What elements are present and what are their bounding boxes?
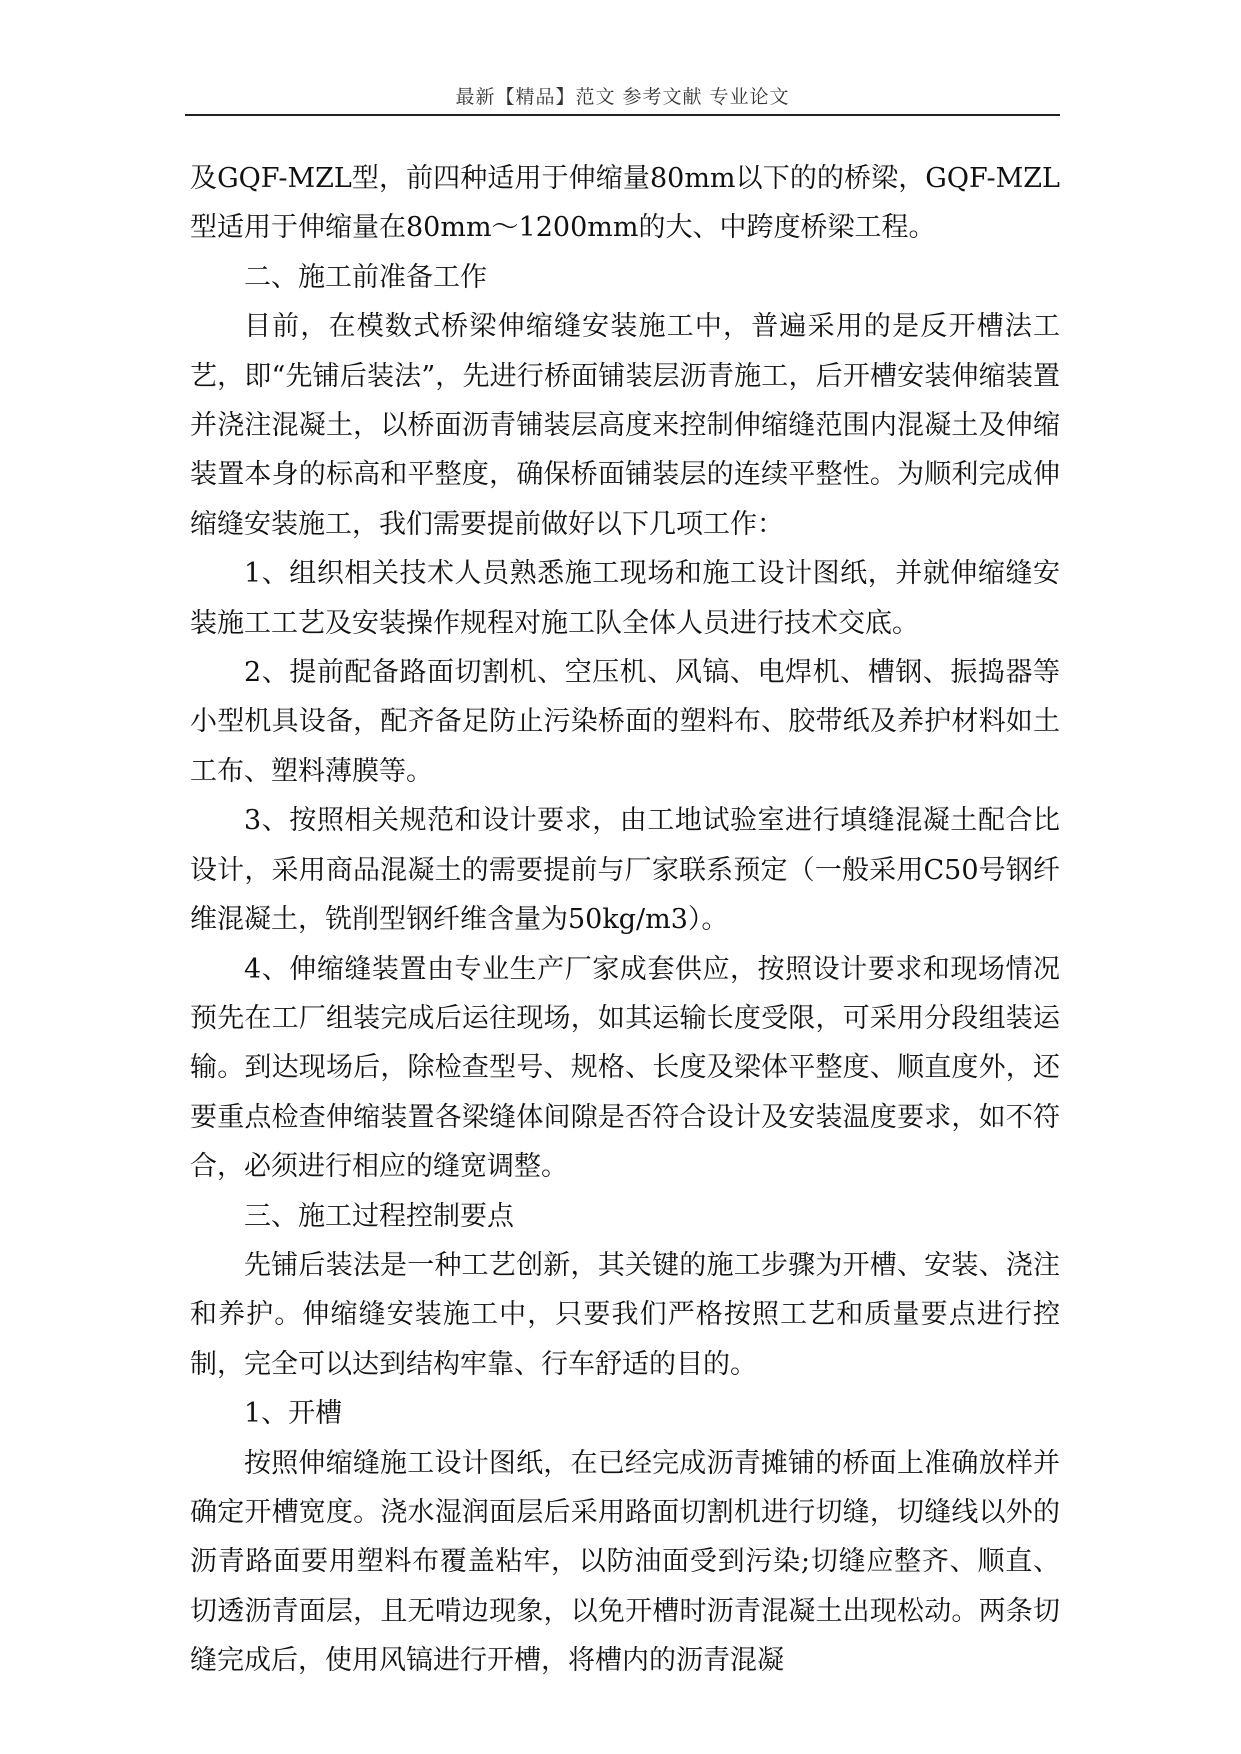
list-item-1: 1、组织相关技术人员熟悉施工现场和施工设计图纸，并就伸缩缝安装施工工艺及安装操作规程对施工队全体人员进行技术交底。: [190, 558, 1060, 639]
paragraph-continuation: 及GQF-MZL型，前四种适用于伸缩量80mm以下的的桥梁，GQF-MZL型适用于伸缩量在80mm～1200mm的大、中跨度桥梁工程。: [190, 163, 1060, 244]
paragraph-control: 先铺后装法是一种工艺创新，其关键的施工步骤为开槽、安装、浇注和养护。伸缩缝安装施工中，只要我们严格按照工艺和质量要点进行控制，完全可以达到结构牢靠、行车舒适的目的。: [190, 1249, 1060, 1380]
page-header: 最新【精品】范文 参考文献 专业论文: [455, 86, 790, 108]
header-rule: [185, 114, 1060, 116]
paragraph-grooving: 按照伸缩缝施工设计图纸，在已经完成沥青摊铺的桥面上准确放样并确定开槽宽度。浇水湿润面层后采用路面切割机进行切缝，切缝线以外的沥青路面要用塑料布覆盖粘牢，以防油面受到污染;切缝应整齐、顺直、切透沥青面层，且无啃边现象，以免开槽时沥青混凝土出现松动。两条切缝完成后，使用风镐进行开槽，将槽内的沥青混凝: [190, 1447, 1060, 1677]
list-item-2: 2、提前配备路面切割机、空压机、风镐、电焊机、槽钢、振捣器等小型机具设备，配齐备足防止污染桥面的塑料布、胶带纸及养护材料如土工布、塑料薄膜等。: [190, 657, 1060, 787]
section-heading-control: 三、施工过程控制要点: [244, 1200, 514, 1232]
list-item-3: 3、按照相关规范和设计要求，由工地试验室进行填缝混凝土配合比设计，采用商品混凝土的需要提前与厂家联系预定（一般采用C50号钢纤维混凝土，铣削型钢纤维含量为50kg/m3）。: [190, 805, 1060, 936]
document-body: [190, 154, 1060, 1686]
list-item-4: 4、伸缩缝装置由专业生产厂家成套供应，按照设计要求和现场情况预先在工厂组装完成后运往现场，如其运输长度受限，可采用分段组装运输。到达现场后，除检查型号、规格、长度及梁体平整度、顺直度外，还要重点检查伸缩装置各梁缝体间隙是否符合设计及安装温度要求，如不符合，必须进行相应的缝宽调整。: [190, 953, 1060, 1183]
section-heading-preparation: 二、施工前准备工作: [244, 261, 487, 293]
subheading-grooving: 1、开槽: [244, 1398, 343, 1430]
paragraph-intro: 目前，在模数式桥梁伸缩缝安装施工中，普遍采用的是反开槽法工艺，即“先铺后装法”，先进行桥面铺装层沥青施工，后开槽安装伸缩装置并浇注混凝土，以桥面沥青铺装层高度来控制伸缩缝范围内混凝土及伸缩装置本身的标高和平整度，确保桥面铺装层的连续平整性。为顺利完成伸缩缝安装施工，我们需要提前做好以下几项工作：: [190, 311, 1060, 540]
